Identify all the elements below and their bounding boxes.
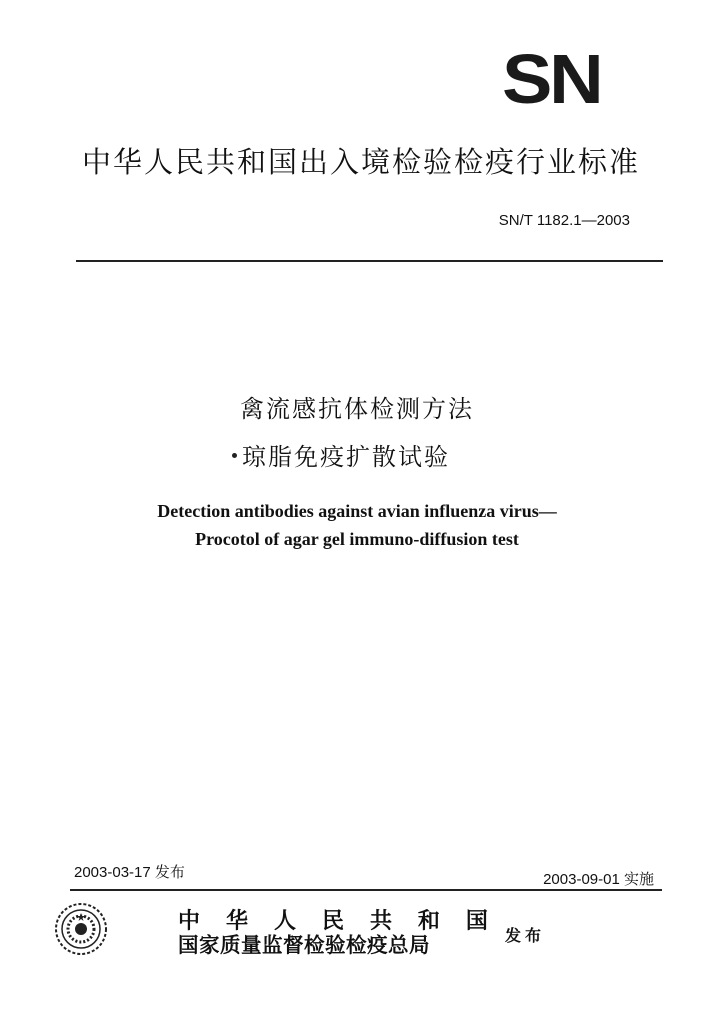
top-divider xyxy=(76,260,663,262)
bottom-divider xyxy=(70,889,662,891)
publisher-char: 共 xyxy=(369,908,392,934)
issue-date: 2003-03-17 发布 xyxy=(74,864,185,881)
publisher-suffix: 发布 xyxy=(505,926,546,945)
title-bullet-dot xyxy=(232,453,237,458)
publisher-char: 华 xyxy=(225,908,248,934)
publisher-line2: 国家质量监督检验检疫总局 xyxy=(178,933,430,957)
publisher-char: 人 xyxy=(273,908,296,934)
agency-seal-icon xyxy=(54,902,108,956)
title-en-line2: Procotol of agar gel immuno-diffusion test xyxy=(195,529,519,549)
publisher-char: 和 xyxy=(417,908,440,934)
header-title: 中华人民共和国出入境检验检疫行业标准 xyxy=(82,145,641,179)
standard-code: SN/T 1182.1—2003 xyxy=(498,212,630,229)
publisher-line1 xyxy=(178,908,488,934)
implementation-date: 2003-09-01 实施 xyxy=(543,871,654,888)
title-cn-line1: 禽流感抗体检测方法 xyxy=(240,395,474,423)
title-en-line1: Detection antibodies against avian influenza virus— xyxy=(157,501,557,521)
sn-logo: SN xyxy=(502,40,601,118)
title-cn-line2: 琼脂免疫扩散试验 xyxy=(242,443,450,471)
publisher-char: 国 xyxy=(465,908,488,934)
publisher-char: 中 xyxy=(178,908,201,934)
publisher-char: 民 xyxy=(321,908,344,934)
